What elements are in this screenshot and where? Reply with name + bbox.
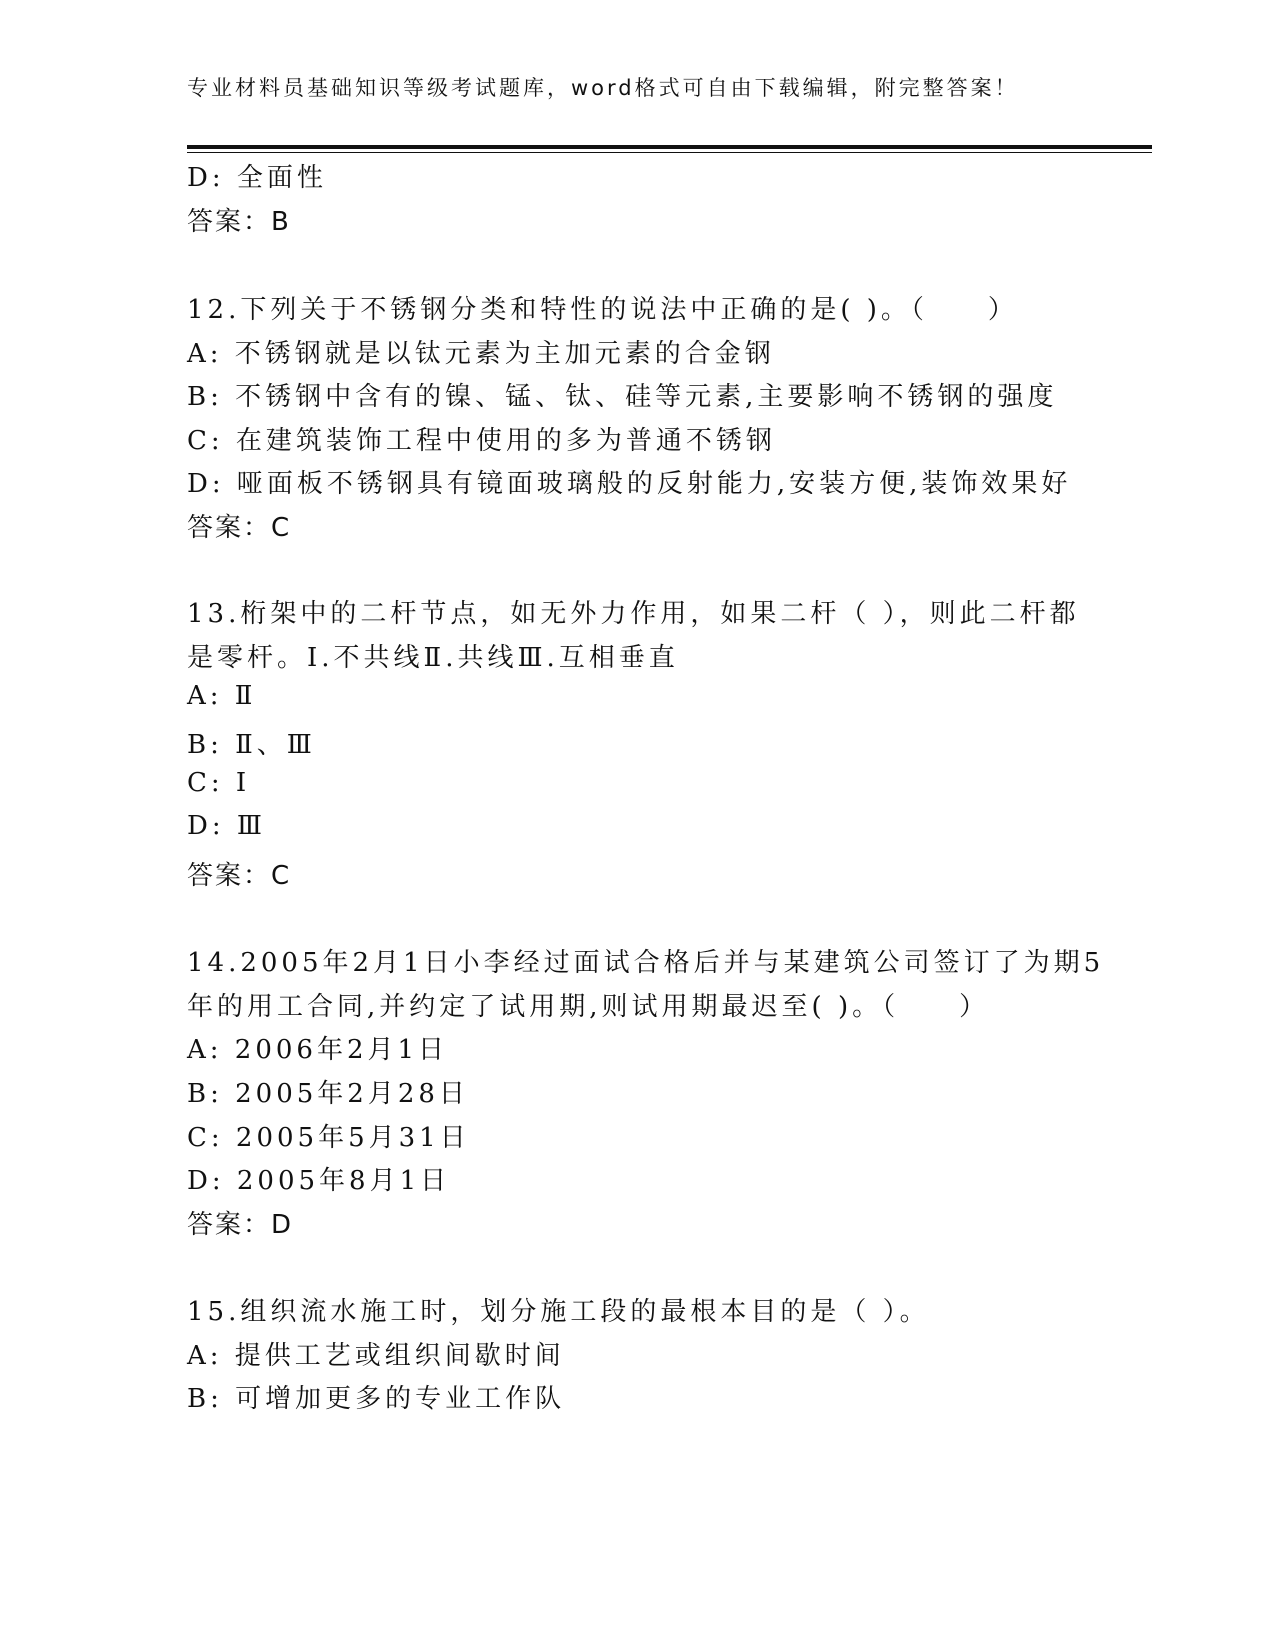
option-line: A: Ⅱ <box>187 681 257 711</box>
answer-line: 答案：C <box>187 513 292 543</box>
option-line: C: I <box>187 768 251 798</box>
option-line: A: 2006年2月1日 <box>187 1035 449 1065</box>
option-line: C: 2005年5月31日 <box>187 1123 470 1153</box>
answer-line: 答案：B <box>187 207 291 237</box>
question-line: 是零杆。I.不共线Ⅱ.共线Ⅲ.互相垂直 <box>187 643 679 673</box>
option-line: B: 不锈钢中含有的镍、锰、钛、硅等元素,主要影响不锈钢的强度 <box>187 382 1058 412</box>
page-header: 专业材料员基础知识等级考试题库，word格式可自由下载编辑，附完整答案！ <box>187 76 1019 100</box>
question-line: 年的用工合同,并约定了试用期,则试用期最迟至( )。（ ） <box>187 992 990 1022</box>
option-line: D: 全面性 <box>187 163 327 193</box>
option-line: B: 2005年2月28日 <box>187 1079 469 1109</box>
question-line: 13.桁架中的二杆节点，如无外力作用，如果二杆（ ），则此二杆都 <box>187 599 1080 629</box>
option-line: D: 2005年8月1日 <box>187 1166 451 1196</box>
question-line: 14.2005年2月1日小李经过面试合格后并与某建筑公司签订了为期5 <box>187 948 1105 978</box>
header-rule-thin <box>187 152 1152 153</box>
answer-line: 答案：D <box>187 1210 294 1240</box>
option-line: D: 哑面板不锈钢具有镜面玻璃般的反射能力,安装方便,装饰效果好 <box>187 469 1072 499</box>
option-line: D: Ⅲ <box>187 811 266 841</box>
option-line: B: 可增加更多的专业工作队 <box>187 1384 566 1414</box>
header-rule-thick <box>187 145 1152 149</box>
option-line: B: Ⅱ、Ⅲ <box>187 730 316 760</box>
question-line: 12.下列关于不锈钢分类和特性的说法中正确的是( )。（ ） <box>187 295 1018 325</box>
option-line: A: 提供工艺或组织间歇时间 <box>187 1341 565 1371</box>
answer-line: 答案：C <box>187 861 292 891</box>
option-line: C: 在建筑装饰工程中使用的多为普通不锈钢 <box>187 426 776 456</box>
question-line: 15.组织流水施工时，划分施工段的最根本目的是（ ）。 <box>187 1297 930 1327</box>
option-line: A: 不锈钢就是以钛元素为主加元素的合金钢 <box>187 339 775 369</box>
